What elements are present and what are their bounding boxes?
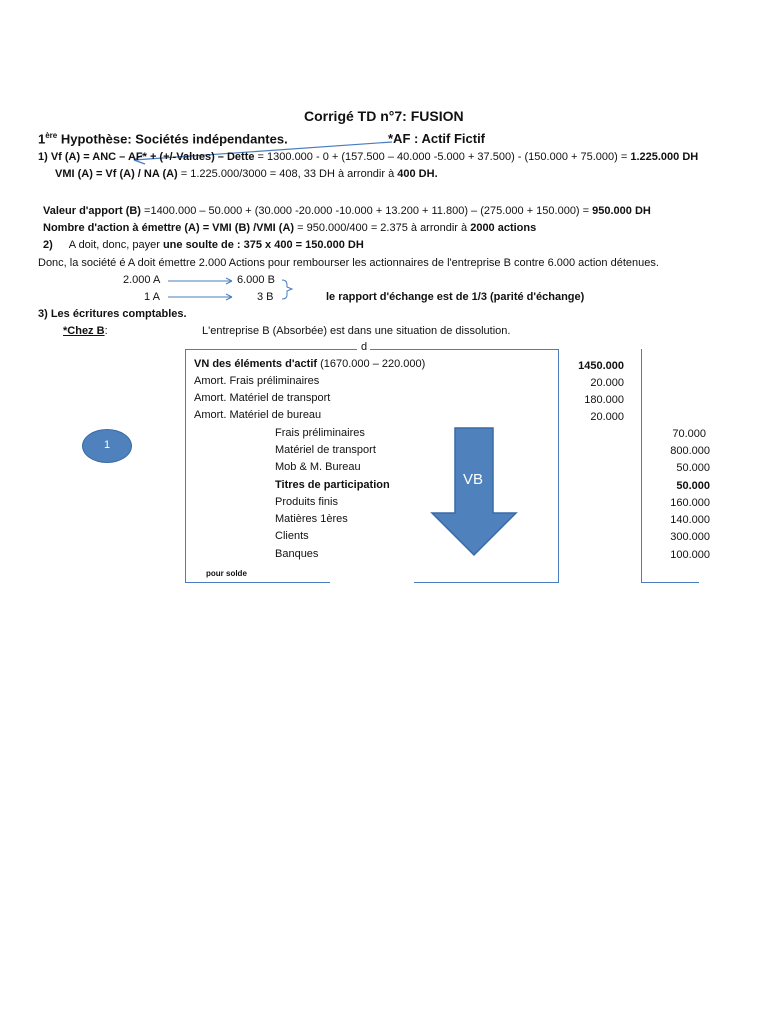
- exchange-ratio: le rapport d'échange est de 1/3 (parité d'échange): [326, 291, 585, 303]
- credit-row: Banques: [275, 548, 319, 560]
- journal-bottom-line-right: [414, 582, 558, 583]
- credit-amount: 70.000: [672, 428, 706, 440]
- exchange-a2: 1 A: [144, 291, 160, 303]
- credit-row: Clients: [275, 530, 309, 542]
- journal-bottom-line-left: [185, 582, 330, 583]
- actif-fictif-note: *AF : Actif Fictif: [388, 131, 486, 146]
- formula-valeur-apport: Valeur d'apport (B) =1400.000 – 50.000 + (30.000 -20.000 -10.000 + 13.200 + 11.800) – (275.000 + 150.000) = 950.000 DH: [43, 205, 651, 217]
- page-title: Corrigé TD n°7: FUSION: [304, 108, 464, 124]
- debit-amount: 20.000: [590, 411, 624, 423]
- pour-solde-label: pour solde: [206, 569, 247, 578]
- section-ecritures: 3) Les écritures comptables.: [38, 308, 187, 320]
- journal-date: d: [361, 341, 368, 353]
- hypothesis-number: 1: [38, 131, 46, 147]
- exchange-b2: 3 B: [257, 291, 274, 303]
- soulte-line: 2) A doit, donc, payer une soulte de : 375 x 400 = 150.000 DH: [43, 239, 364, 251]
- journal-bottom-line-credit: [641, 582, 699, 583]
- exchange-a1: 2.000 A: [123, 274, 161, 286]
- chez-b-line: *Chez B:: [63, 325, 108, 337]
- credit-amount: 50.000: [676, 462, 710, 474]
- journal-top-line-right: [370, 349, 558, 350]
- credit-row: Titres de participation: [275, 479, 390, 491]
- credit-amount: 300.000: [670, 531, 710, 543]
- donc-line: Donc, la société é A doit émettre 2.000 Actions pour rembourser les actionnaires de l'entreprise B contre 6.000 action détenues.: [38, 257, 659, 269]
- entry-number-badge: 1: [82, 429, 132, 463]
- formula-vf: 1) Vf (A) = ANC – AF* + (+/-Values) – Dette = 1300.000 - 0 + (157.500 – 40.000 -5.000 + 37.500) - (150.000 + 75.000) = 1.225.000 DH: [38, 151, 699, 163]
- journal-top-line-left: [185, 349, 357, 350]
- formula-vmi: VMI (A) = Vf (A) / NA (A) = 1.225.000/3000 = 408, 33 DH à arrondir à 400 DH.: [55, 168, 438, 180]
- credit-amount: 800.000: [670, 445, 710, 457]
- exchange-arrows-icon: [160, 275, 300, 305]
- journal-mid-line: [558, 349, 559, 583]
- hypothesis-text: Hypothèse: Sociétés indépendantes.: [57, 131, 288, 147]
- journal-left-line: [185, 349, 186, 583]
- credit-row: Produits finis: [275, 496, 338, 508]
- debit-row: VN des éléments d'actif (1670.000 – 220.000): [194, 358, 426, 370]
- down-arrow-icon: [430, 427, 518, 557]
- hypothesis-sup: ère: [45, 131, 58, 140]
- credit-amount: 140.000: [670, 514, 710, 526]
- debit-amount: 180.000: [584, 394, 624, 406]
- exchange-b1: 6.000 B: [237, 274, 275, 286]
- debit-row: Amort. Matériel de transport: [194, 392, 331, 404]
- credit-amount: 100.000: [670, 549, 710, 561]
- credit-row: Frais préliminaires: [275, 427, 365, 439]
- arrow-label: VB: [463, 471, 484, 488]
- credit-amount: 50.000: [676, 480, 710, 492]
- debit-amount: 20.000: [590, 377, 624, 389]
- credit-row: Matières 1ères: [275, 513, 348, 525]
- debit-row: Amort. Matériel de bureau: [194, 409, 322, 421]
- formula-nombre-actions: Nombre d'action à émettre (A) = VMI (B) /VMI (A) = 950.000/400 = 2.375 à arrondir à 2000 actions: [43, 222, 537, 234]
- credit-amount: 160.000: [670, 497, 710, 509]
- debit-row: Amort. Frais préliminaires: [194, 375, 320, 387]
- credit-row: Matériel de transport: [275, 444, 376, 456]
- debit-amount: 1450.000: [578, 360, 624, 372]
- credit-row: Mob & M. Bureau: [275, 461, 361, 473]
- dissolution-text: L'entreprise B (Absorbée) est dans une situation de dissolution.: [202, 325, 511, 337]
